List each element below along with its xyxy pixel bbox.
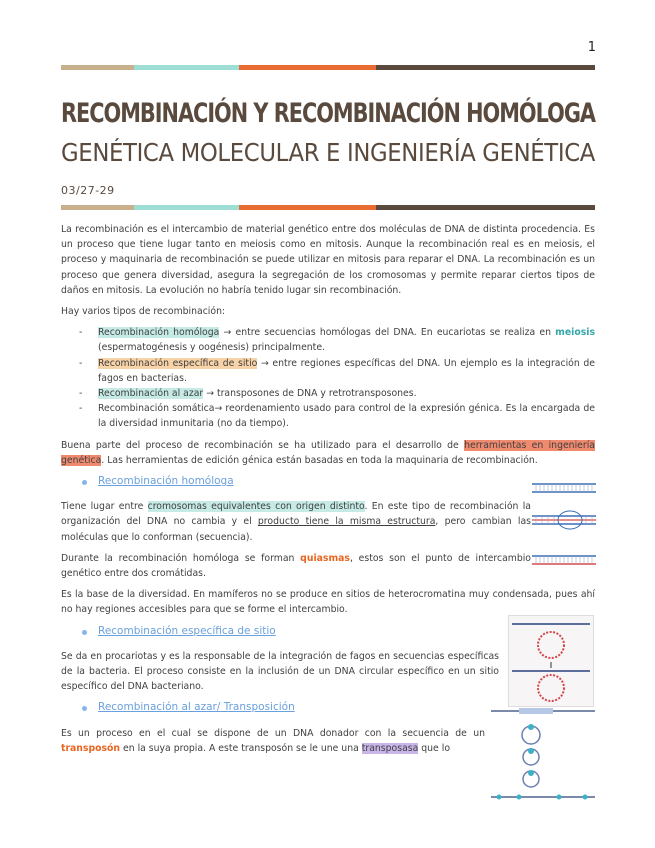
recombination-types-list	[61, 325, 595, 431]
page-number: 1	[587, 40, 596, 55]
top-color-bar	[61, 65, 595, 70]
types-intro: Hay varios tipos de recombinación:	[61, 306, 226, 318]
transposition-figure	[489, 699, 597, 805]
document-title: RECOMBINACIÓN Y RECOMBINACIÓN HOMÓLOGA	[61, 98, 596, 129]
homologous-recombination-figure	[530, 478, 598, 574]
list-item: - Recombinación homóloga → entre secuencias homólogas del DNA. En eucariotas se realiza en meiosis (espermatogénesis y oogénesis) principalmente.	[61, 325, 595, 355]
document-date: 03/27-29	[61, 184, 115, 197]
divider-color-bar	[61, 205, 595, 210]
heading-recombinacion-homologa[interactable]: Recombinación homóloga	[61, 474, 595, 489]
site-specific-recombination-figure	[508, 615, 594, 707]
document-subtitle: GENÉTICA MOLECULAR E INGENIERÍA GENÉTICA	[61, 138, 595, 167]
list-item: - Recombinación específica de sitio → entre regiones específicas del DNA. Un ejemplo es la integración de fagos en bacterias.	[61, 356, 595, 386]
list-item: - Recombinación al azar → transposones de DNA y retrotransposones.	[61, 386, 595, 401]
azar-paragraph: Es un proceso en el cual se dispone de un DNA donador con la secuencia de un transposón en la suya propia. A este transposón se le une una transposasa que lo	[61, 727, 485, 754]
sitio-paragraph: Se da en procariotas y es la responsable de la integración de fagos en secuencias específicas de la bacteria. El proceso consiste en la inclusión de un DNA circular específico en un sitio específico del DNA bacteriano.	[61, 650, 499, 693]
heading-recombinacion-azar[interactable]: Recombinación al azar/ Transposición	[61, 700, 595, 715]
intro-paragraph: La recombinación es el intercambio de material genético entre dos moléculas de DNA de distinta procedencia. Es un proceso que tiene lugar tanto en meiosis como en mitosis. Aunque la recombinación real es en meiosis, el proceso y maquinaria de recombinación se puede utilizar en mitosis para reparar el DNA. La recombinación es un proceso que genera diversidad, asegura la segregación de los cromosomas y permite reparar ciertos tipos de daños en mitosis. La evolución no habría tenido lugar sin recombinación.	[61, 224, 595, 296]
heading-recombinacion-sitio[interactable]: Recombinación específica de sitio	[61, 624, 595, 639]
homologa-paragraph-3: Es la base de la diversidad. En mamíferos no se produce en sitios de heterocromatina muy condensada, pues ahí no hay regiones accesibles para que se forme el intercambio.	[61, 589, 595, 616]
list-item: - Recombinación somática→ reordenamiento usado para control de la expresión génica. Es la encargada de la diversidad inmunitaria (no da tiempo).	[61, 401, 595, 431]
homologa-paragraph-1: Tiene lugar entre cromosomas equivalentes con origen distinto. En este tipo de recombinación la organización del DNA no cambia y el producto tiene la misma estructura, pero cambian las moléculas que lo conforman (secuencia).	[61, 501, 531, 543]
homologa-paragraph-2: Durante la recombinación homóloga se forman quiasmas, estos son el punto de intercambio genético entre dos cromátidas.	[61, 552, 531, 580]
tools-paragraph: Buena parte del proceso de recombinación se ha utilizado para el desarrollo de herramientas en ingeniería genética. Las herramientas de edición génica están basadas en toda la maquinaria de recombinación.	[61, 439, 595, 466]
